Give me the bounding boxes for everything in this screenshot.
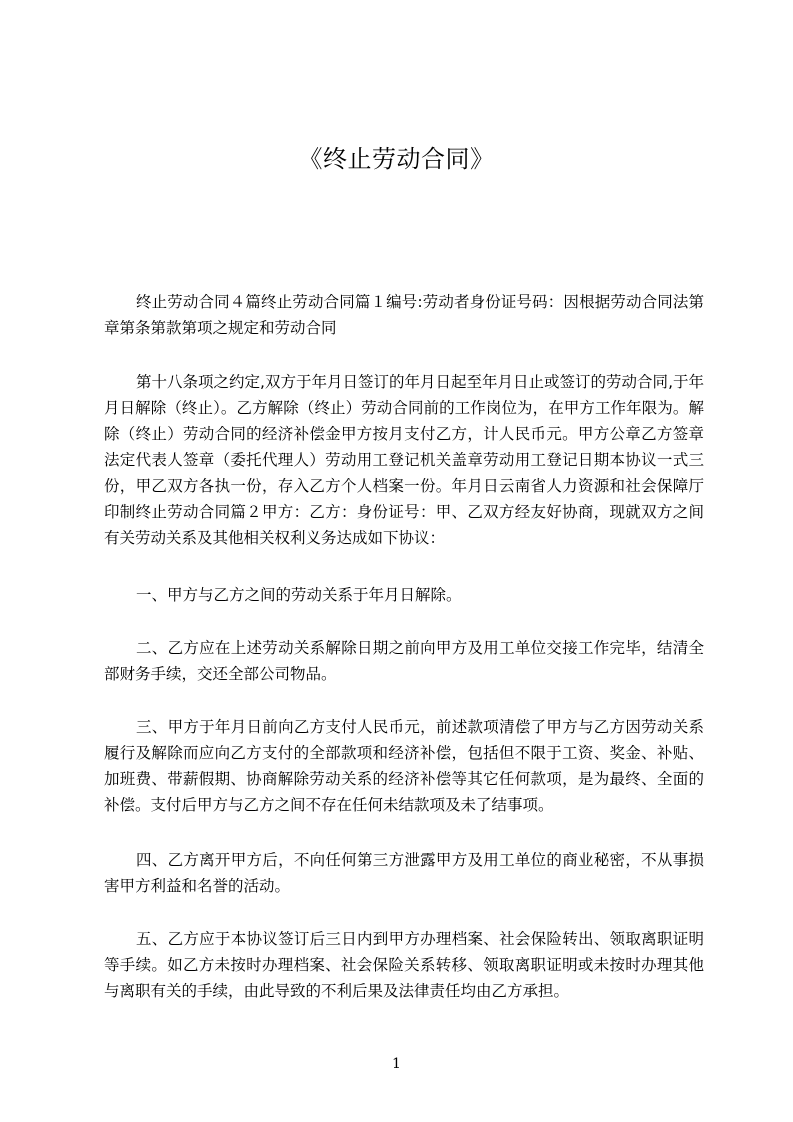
- document-title: 《终止劳动合同》: [298, 145, 495, 173]
- paragraph-clause-3: 三、甲方于年月日前向乙方支付人民币元，前述款项清偿了甲方与乙方因劳动关系履行及解除而应向乙方支付的全部款项和经济补偿，包括但不限于工资、奖金、补贴、加班费、带薪假期、协商解除劳动关系的经济补偿等其它任何款项，是为最终、全面的补偿。支付后甲方与乙方之间不存在任何未结款项及未了结事项。: [104, 718, 704, 814]
- paragraph-clause-2: 二、乙方应在上述劳动关系解除日期之前向甲方及用工单位交接工作完毕，结清全部财务手续，交还全部公司物品。: [104, 639, 704, 683]
- paragraph-intro: 终止劳动合同４篇终止劳动合同篇１编号:劳动者身份证号码：因根据劳动合同法第章第条第款第项之规定和劳动合同: [104, 293, 704, 337]
- paragraph-clause-1: 一、甲方与乙方之间的劳动关系于年月日解除。: [136, 586, 462, 604]
- page-number: 1: [392, 1056, 401, 1072]
- paragraph-clause-5: 五、乙方应于本协议签订后三日内到甲方办理档案、社会保险转出、领取离职证明等手续。如乙方未按时办理档案、社会保险关系转移、领取离职证明或未按时办理其他与离职有关的手续，由此导致的不利后果及法律责任均由乙方承担。: [104, 930, 704, 1000]
- paragraph-clause-4: 四、乙方离开甲方后，不向任何第三方泄露甲方及用工单位的商业秘密，不从事损害甲方利益和名誉的活动。: [104, 851, 704, 895]
- paragraph-agreement-terms: 第十八条项之约定,双方于年月日签订的年月日起至年月日止或签订的劳动合同,于年月日解除（终止）。乙方解除（终止）劳动合同前的工作岗位为，在甲方工作年限为。解除（终止）劳动合同的经济补偿金甲方按月支付乙方，计人民币元。甲方公章乙方签章法定代表人签章（委托代理人）劳动用工登记机关盖章劳动用工登记日期本协议一式三份，甲乙双方各执一份，存入乙方个人档案一份。年月日云南省人力资源和社会保障厅印制终止劳动合同篇２甲方：乙方：身份证号：甲、乙双方经友好协商，现就双方之间有关劳动关系及其他相关权利义务达成如下协议：: [104, 373, 704, 547]
